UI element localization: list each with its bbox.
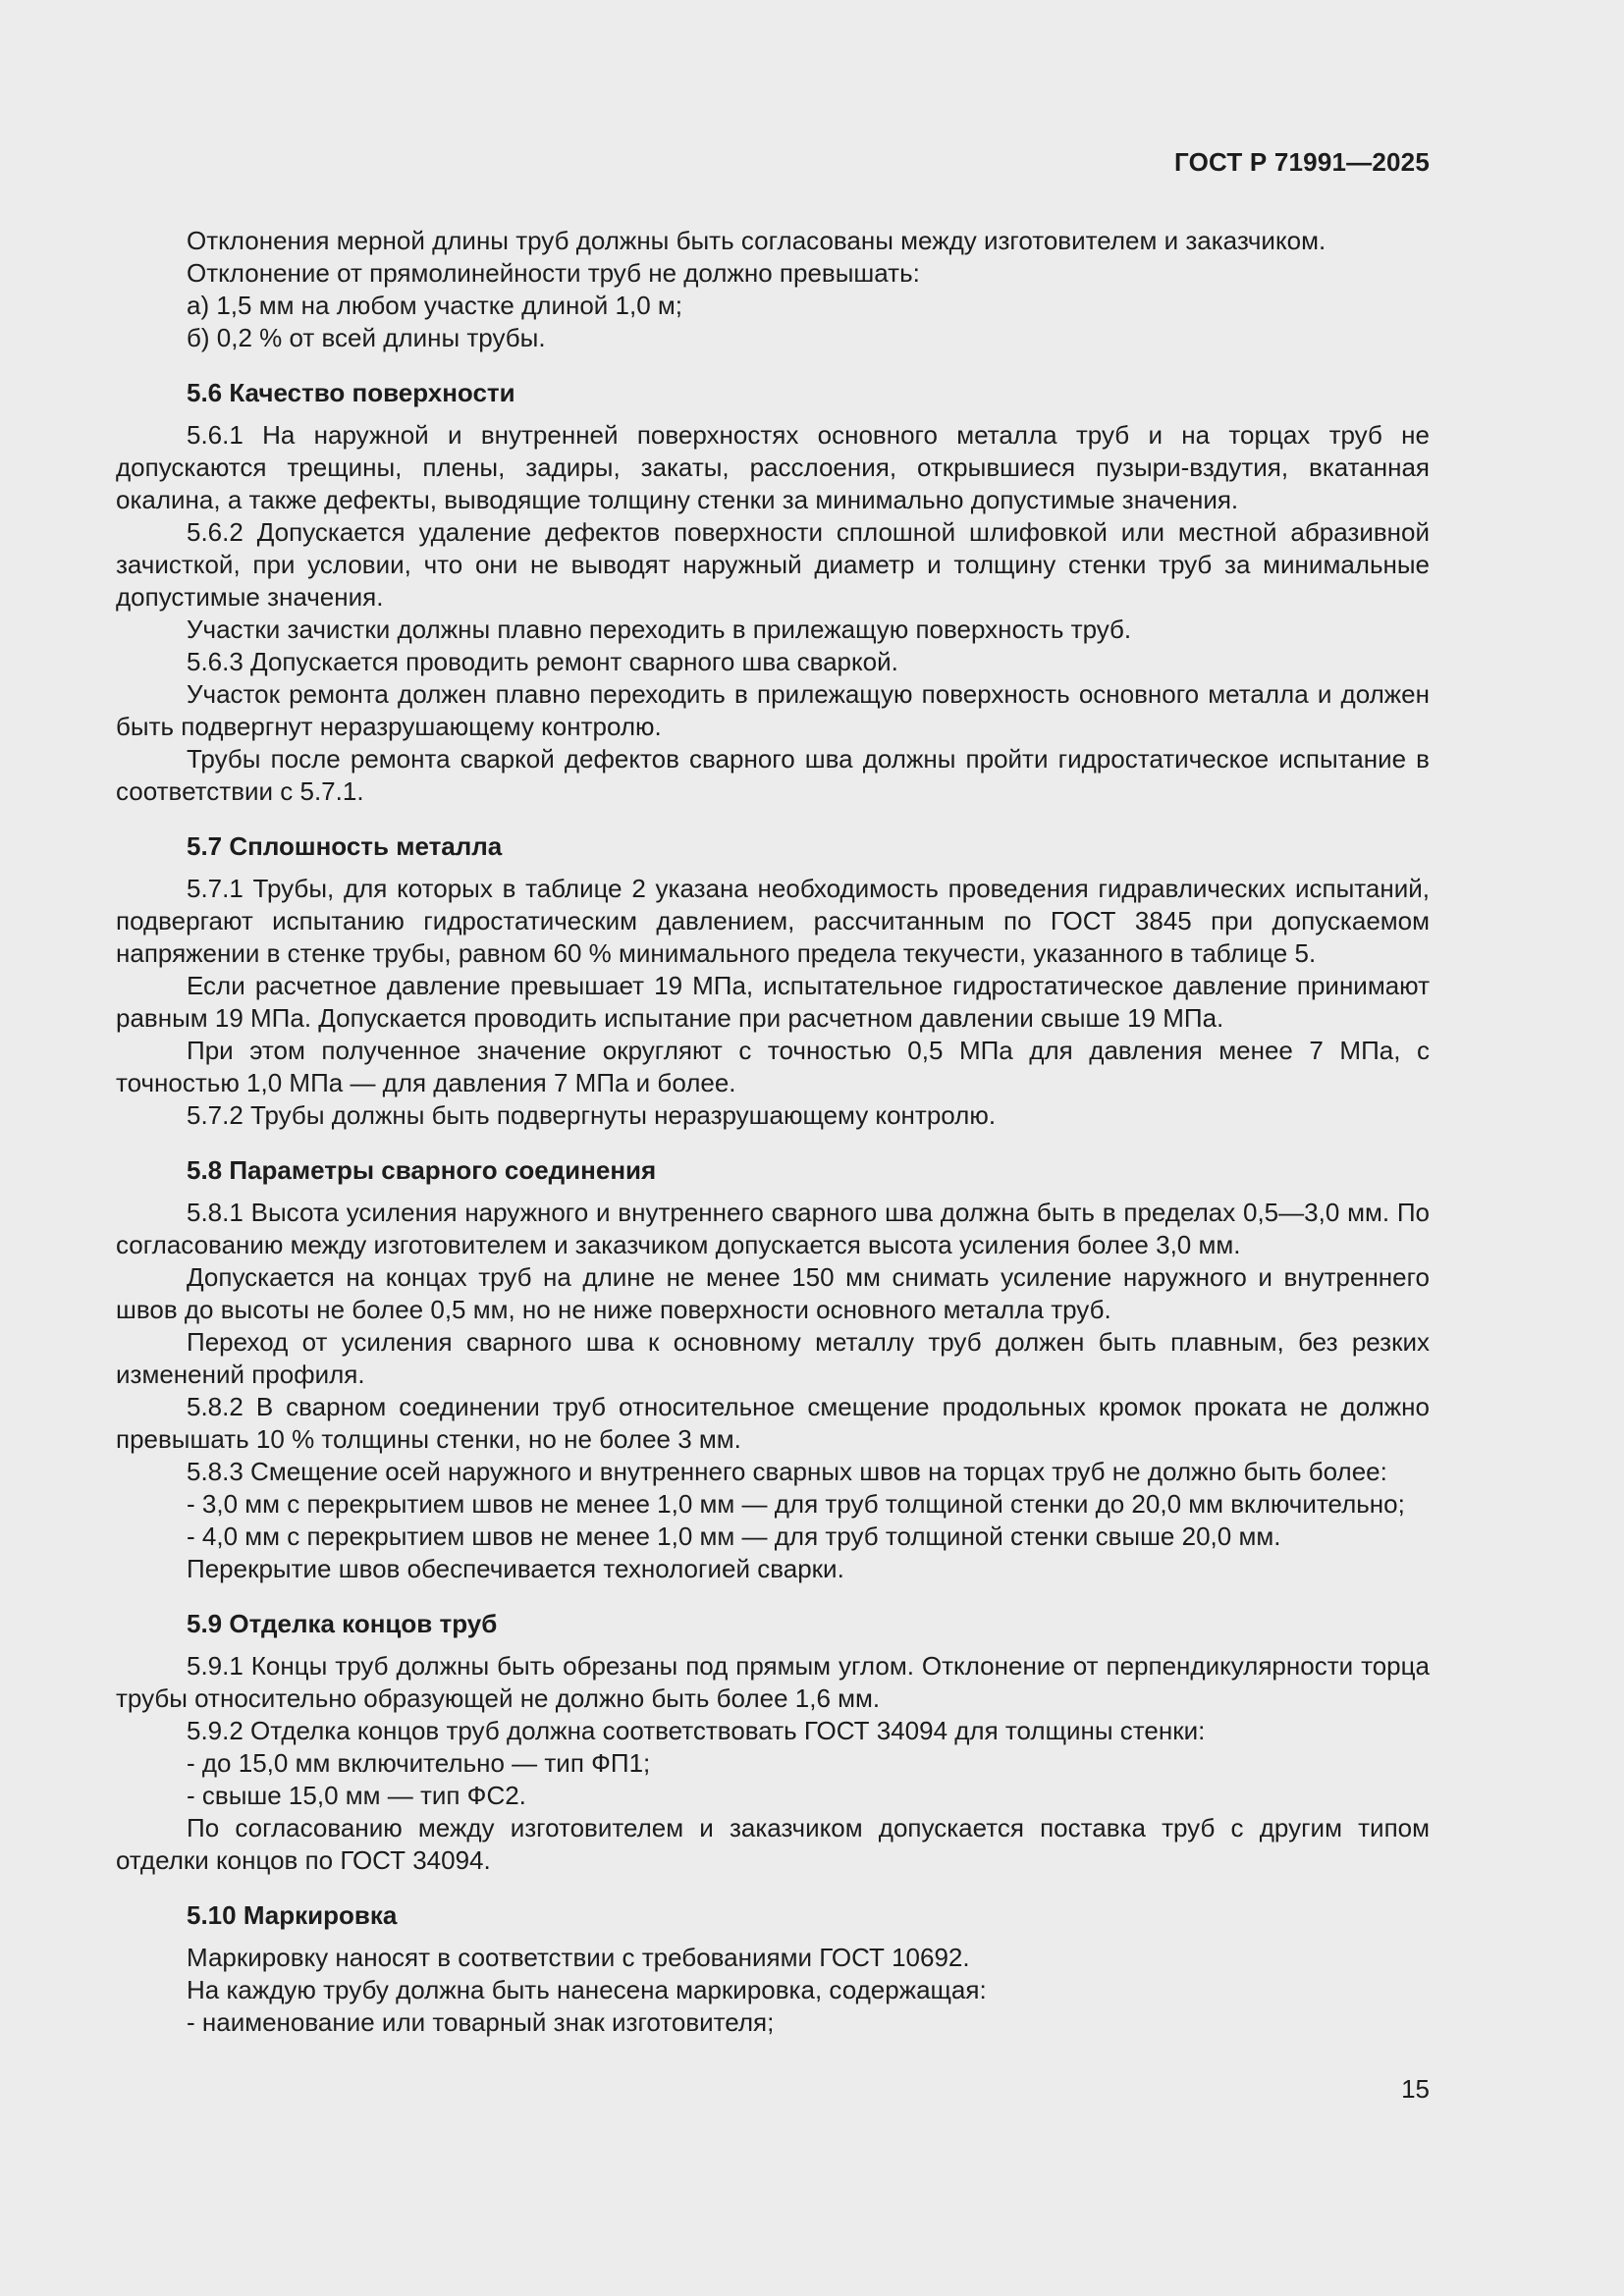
paragraph: - свыше 15,0 мм — тип ФС2.: [187, 1781, 526, 1810]
paragraph: Участок ремонта должен плавно переходить в прилежащую поверхность основного металла и должен быть подвергнут неразрушающему контролю.: [116, 679, 1430, 741]
paragraph: 5.8.2 В сварном соединении труб относительное смещение продольных кромок проката не должно превышать 10 % толщины стенки, но не более 3 мм.: [116, 1392, 1430, 1454]
paragraph: 5.6.1 На наружной и внутренней поверхностях основного металла труб и на торцах труб не допускаются трещины, плены, задиры, закаты, расслоения, открывшиеся пузыри-вздутия, вкатанная окалина, а также дефекты, выводящие толщину стенки за минимально допустимые значения.: [116, 420, 1430, 514]
paragraph: На каждую трубу должна быть нанесена маркировка, содержащая:: [187, 1975, 987, 2004]
section-heading: 5.6 Качество поверхности: [187, 378, 515, 407]
paragraph: - 3,0 мм с перекрытием швов не менее 1,0 мм — для труб толщиной стенки до 20,0 мм включительно;: [187, 1489, 1405, 1519]
document-body: [116, 225, 1430, 2039]
paragraph: Участки зачистки должны плавно переходить в прилежащую поверхность труб.: [187, 614, 1132, 644]
paragraph: Трубы после ремонта сваркой дефектов сварного шва должны пройти гидростатическое испытание в соответствии с 5.7.1.: [116, 744, 1430, 806]
paragraph: - наименование или товарный знак изготовителя;: [187, 2007, 775, 2037]
paragraph: Если расчетное давление превышает 19 МПа, испытательное гидростатическое давление принимают равным 19 МПа. Допускается проводить испытание при расчетном давлении свыше 19 МПа.: [116, 971, 1430, 1033]
paragraph: 5.9.2 Отделка концов труб должна соответствовать ГОСТ 34094 для толщины стенки:: [187, 1716, 1206, 1745]
paragraph: Отклонение от прямолинейности труб не должно превышать:: [187, 258, 920, 288]
paragraph: - до 15,0 мм включительно — тип ФП1;: [187, 1748, 651, 1778]
document-page: [116, 0, 1430, 2296]
paragraph: Допускается на концах труб на длине не менее 150 мм снимать усиление наружного и внутреннего швов до высоты не более 0,5 мм, но не ниже поверхности основного металла труб.: [116, 1262, 1430, 1324]
paragraph: 5.9.1 Концы труб должны быть обрезаны под прямым углом. Отклонение от перпендикулярности торца трубы относительно образующей не должно быть более 1,6 мм.: [116, 1651, 1430, 1713]
section-heading: 5.9 Отделка концов труб: [187, 1609, 498, 1638]
paragraph: При этом полученное значение округляют с точностью 0,5 МПа для давления менее 7 МПа, с точностью 1,0 МПа — для давления 7 МПа и более.: [116, 1036, 1430, 1097]
section-heading: 5.8 Параметры сварного соединения: [187, 1155, 657, 1185]
paragraph: Переход от усиления сварного шва к основному металлу труб должен быть плавным, без резких изменений профиля.: [116, 1327, 1430, 1389]
paragraph: - 4,0 мм с перекрытием швов не менее 1,0 мм — для труб толщиной стенки свыше 20,0 мм.: [187, 1522, 1281, 1551]
paragraph: б) 0,2 % от всей длины трубы.: [187, 323, 546, 352]
section-heading: 5.7 Сплошность металла: [187, 831, 503, 861]
page-number: 15: [1401, 2074, 1430, 2104]
paragraph: Маркировку наносят в соответствии с требованиями ГОСТ 10692.: [187, 1943, 970, 1972]
paragraph: Отклонения мерной длины труб должны быть согласованы между изготовителем и заказчиком.: [187, 226, 1326, 255]
paragraph: 5.6.3 Допускается проводить ремонт сварного шва сваркой.: [187, 647, 898, 676]
paragraph: 5.8.3 Смещение осей наружного и внутреннего сварных швов на торцах труб не должно быть более:: [187, 1457, 1387, 1486]
paragraph: 5.6.2 Допускается удаление дефектов поверхности сплошной шлифовкой или местной абразивной зачисткой, при условии, что они не выводят наружный диаметр и толщину стенки труб за минимальные допустимые значения.: [116, 517, 1430, 612]
paragraph: 5.7.1 Трубы, для которых в таблице 2 указана необходимость проведения гидравлических испытаний, подвергают испытанию гидростатическим давлением, рассчитанным по ГОСТ 3845 при допускаемом напряжении в стенке трубы, равном 60 % минимального предела текучести, указанного в таблице 5.: [116, 874, 1430, 968]
paragraph: 5.8.1 Высота усиления наружного и внутреннего сварного шва должна быть в пределах 0,5—3,0 мм. По согласованию между изготовителем и заказчиком допускается высота усиления более 3,0 мм.: [116, 1198, 1430, 1259]
paragraph: а) 1,5 мм на любом участке длиной 1,0 м;: [187, 291, 683, 320]
paragraph: Перекрытие швов обеспечивается технологией сварки.: [187, 1554, 844, 1583]
document-header: ГОСТ Р 71991—2025: [1174, 147, 1430, 177]
paragraph: 5.7.2 Трубы должны быть подвергнуты неразрушающему контролю.: [187, 1100, 997, 1130]
section-heading: 5.10 Маркировка: [187, 1900, 398, 1930]
paragraph: По согласованию между изготовителем и заказчиком допускается поставка труб с другим типом отделки концов по ГОСТ 34094.: [116, 1813, 1430, 1875]
